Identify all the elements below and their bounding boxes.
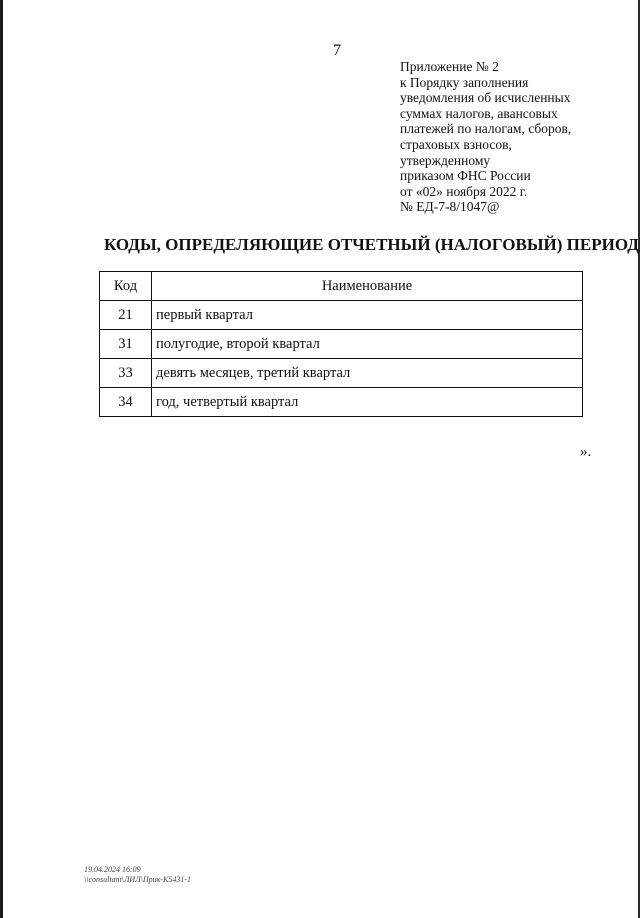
page-number: 7 [333,42,341,59]
appendix-reference-block [400,59,630,215]
period-codes-table [99,271,583,417]
table-row [100,388,583,417]
scan-edge-left [0,0,3,918]
appendix-line: приказом ФНС России [400,168,531,184]
table-row [100,301,583,330]
code-cell: 34 [100,388,152,417]
document-title: КОДЫ, ОПРЕДЕЛЯЮЩИЕ ОТЧЕТНЫЙ (НАЛОГОВЫЙ) ПЕРИОД [104,235,639,254]
appendix-line: платежей по налогам, сборов, [400,121,572,137]
column-header-name: Наименование [152,272,583,301]
code-cell: 33 [100,359,152,388]
footer-stamp [84,865,191,885]
appendix-line: уведомления об исчисленных [400,90,571,106]
name-cell: год, четвертый квартал [152,388,583,417]
appendix-line: страховых взносов, [400,136,512,152]
footer-file-path: \\consultant\ЛИЛ\Пpик-К5431-1 [84,875,191,884]
appendix-line: № ЕД-7-8/1047@ [400,199,500,215]
footer-timestamp: 19.04.2024 16:09 [84,865,141,874]
table-header-row [100,272,583,301]
appendix-line: Приложение № 2 [400,59,499,74]
table-row [100,330,583,359]
name-cell: первый квартал [152,301,583,330]
code-cell: 31 [100,330,152,359]
appendix-line: утвержденному [400,152,491,168]
appendix-line: от «02» ноября 2022 г. [400,183,528,199]
name-cell: полугодие, второй квартал [152,330,583,359]
closing-quote: ». [580,444,592,460]
name-cell: девять месяцев, третий квартал [152,359,583,388]
table-row [100,359,583,388]
appendix-line: суммах налогов, авансовых [400,105,558,121]
column-header-code: Код [100,272,152,301]
appendix-line: к Порядку заполнения [400,74,529,90]
code-cell: 21 [100,301,152,330]
